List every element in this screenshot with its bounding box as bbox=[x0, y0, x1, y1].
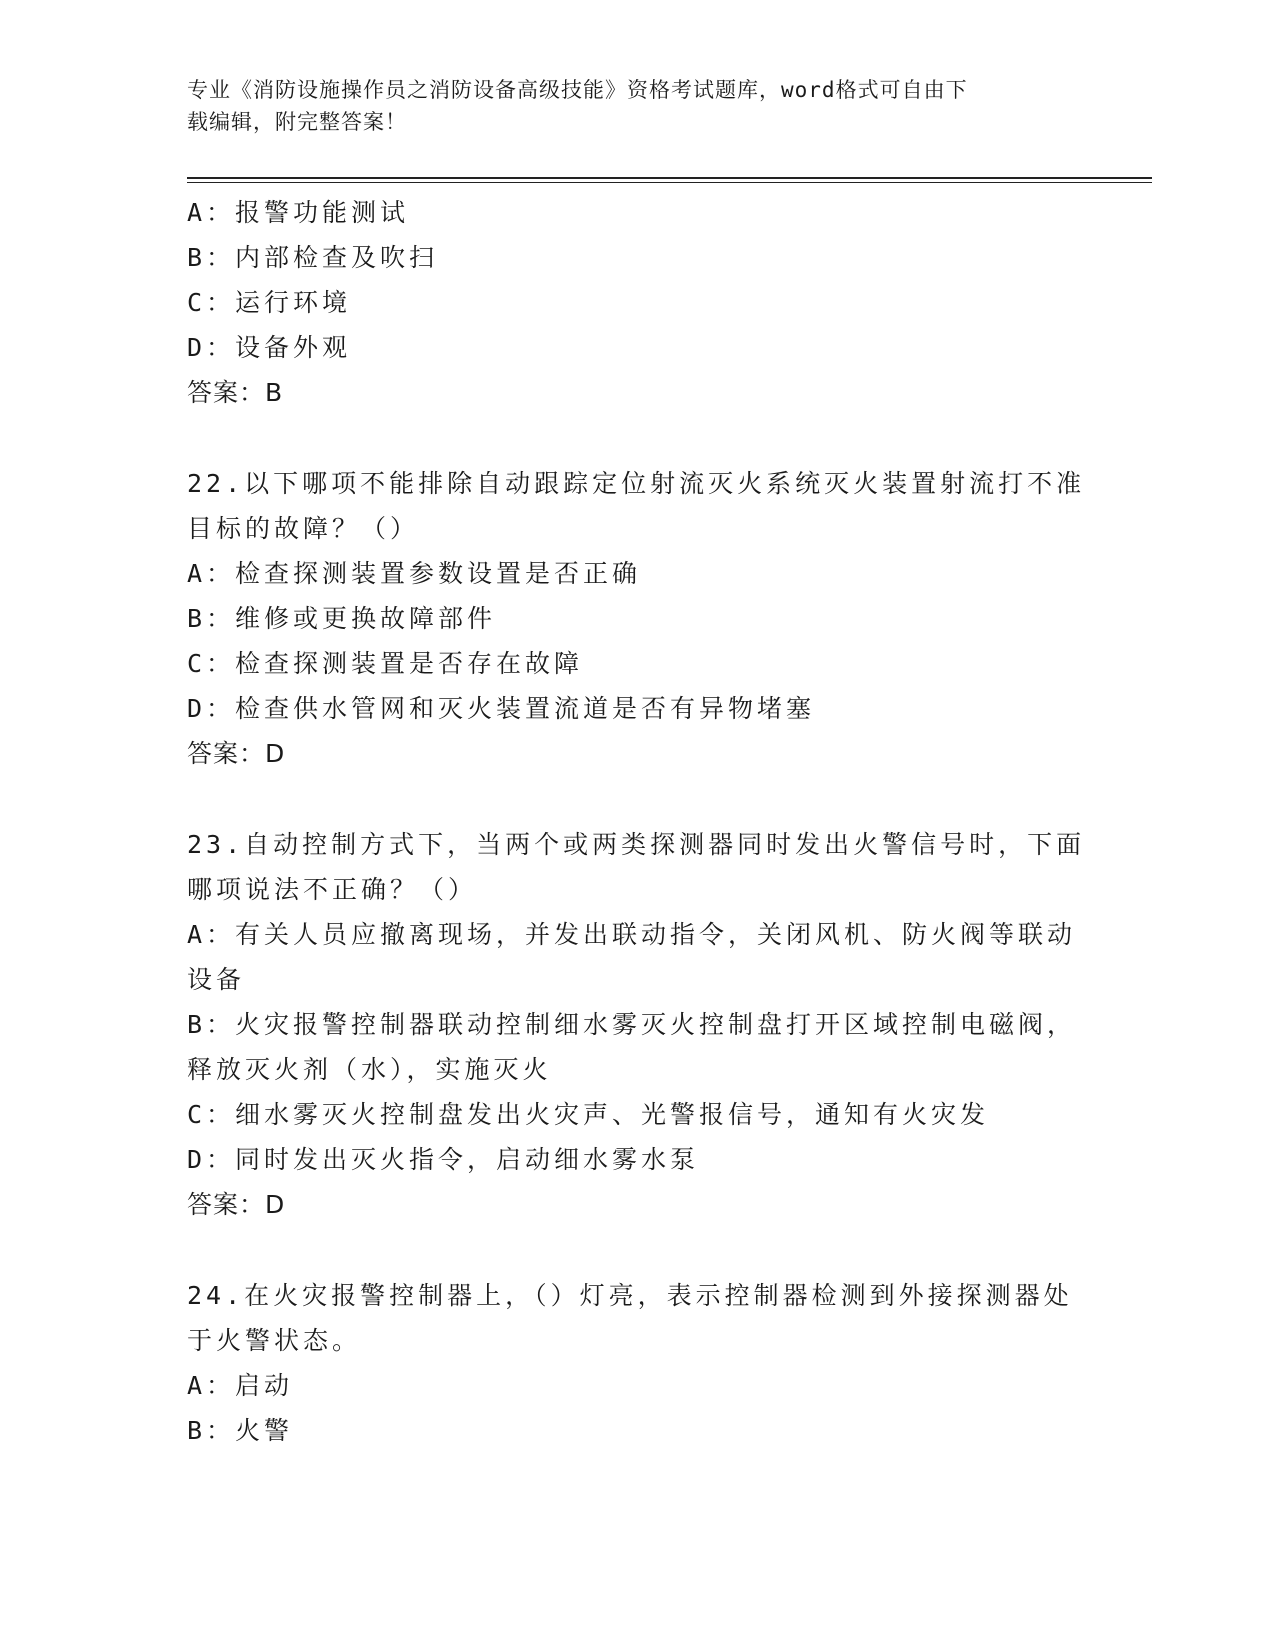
question-24 bbox=[187, 1273, 1087, 1453]
option-c: C：细水雾灭火控制盘发出火灾声、光警报信号，通知有火灾发 bbox=[187, 1100, 990, 1129]
question-23 bbox=[187, 822, 1087, 1227]
option-d: D：设备外观 bbox=[187, 333, 352, 362]
document-header bbox=[187, 74, 1087, 138]
option-b: B：内部检查及吹扫 bbox=[187, 243, 439, 272]
question-stem-cont: 哪项说法不正确？（） bbox=[187, 875, 478, 904]
question-21 bbox=[187, 190, 1087, 415]
question-stem-cont: 目标的故障？（） bbox=[187, 514, 420, 543]
option-b: B：火警 bbox=[187, 1416, 294, 1445]
option-a-cont: 设备 bbox=[187, 965, 246, 994]
option-b: B：火灾报警控制器联动控制细水雾灭火控制盘打开区域控制电磁阀， bbox=[187, 1010, 1077, 1039]
question-list bbox=[187, 190, 1087, 1453]
answer: 答案：B bbox=[187, 378, 284, 407]
option-a: A：报警功能测试 bbox=[187, 198, 410, 227]
answer: 答案：D bbox=[187, 1190, 286, 1219]
option-a: A：检查探测装置参数设置是否正确 bbox=[187, 559, 642, 588]
header-divider-thick bbox=[187, 177, 1152, 179]
question-stem: 24.在火灾报警控制器上，（）灯亮，表示控制器检测到外接探测器处 bbox=[187, 1281, 1073, 1310]
header-divider-thin bbox=[187, 182, 1152, 183]
header-line-1: 专业《消防设施操作员之消防设备高级技能》资格考试题库，word格式可自由下 bbox=[187, 78, 968, 102]
option-c: C：运行环境 bbox=[187, 288, 352, 317]
answer: 答案：D bbox=[187, 739, 286, 768]
question-22 bbox=[187, 461, 1087, 776]
option-b-cont: 释放灭火剂（水），实施灭火 bbox=[187, 1055, 552, 1084]
option-d: D：同时发出灭火指令，启动细水雾水泵 bbox=[187, 1145, 700, 1174]
option-d: D：检查供水管网和灭火装置流道是否有异物堵塞 bbox=[187, 694, 816, 723]
question-stem: 22.以下哪项不能排除自动跟踪定位射流灭火系统灭火装置射流打不准 bbox=[187, 469, 1086, 498]
option-b: B：维修或更换故障部件 bbox=[187, 604, 497, 633]
question-stem-cont: 于火警状态。 bbox=[187, 1326, 362, 1355]
option-a: A：有关人员应撤离现场，并发出联动指令，关闭风机、防火阀等联动 bbox=[187, 920, 1077, 949]
question-stem: 23.自动控制方式下，当两个或两类探测器同时发出火警信号时，下面 bbox=[187, 830, 1086, 859]
header-line-2: 载编辑，附完整答案！ bbox=[187, 110, 407, 134]
option-c: C：检查探测装置是否存在故障 bbox=[187, 649, 584, 678]
option-a: A：启动 bbox=[187, 1371, 294, 1400]
